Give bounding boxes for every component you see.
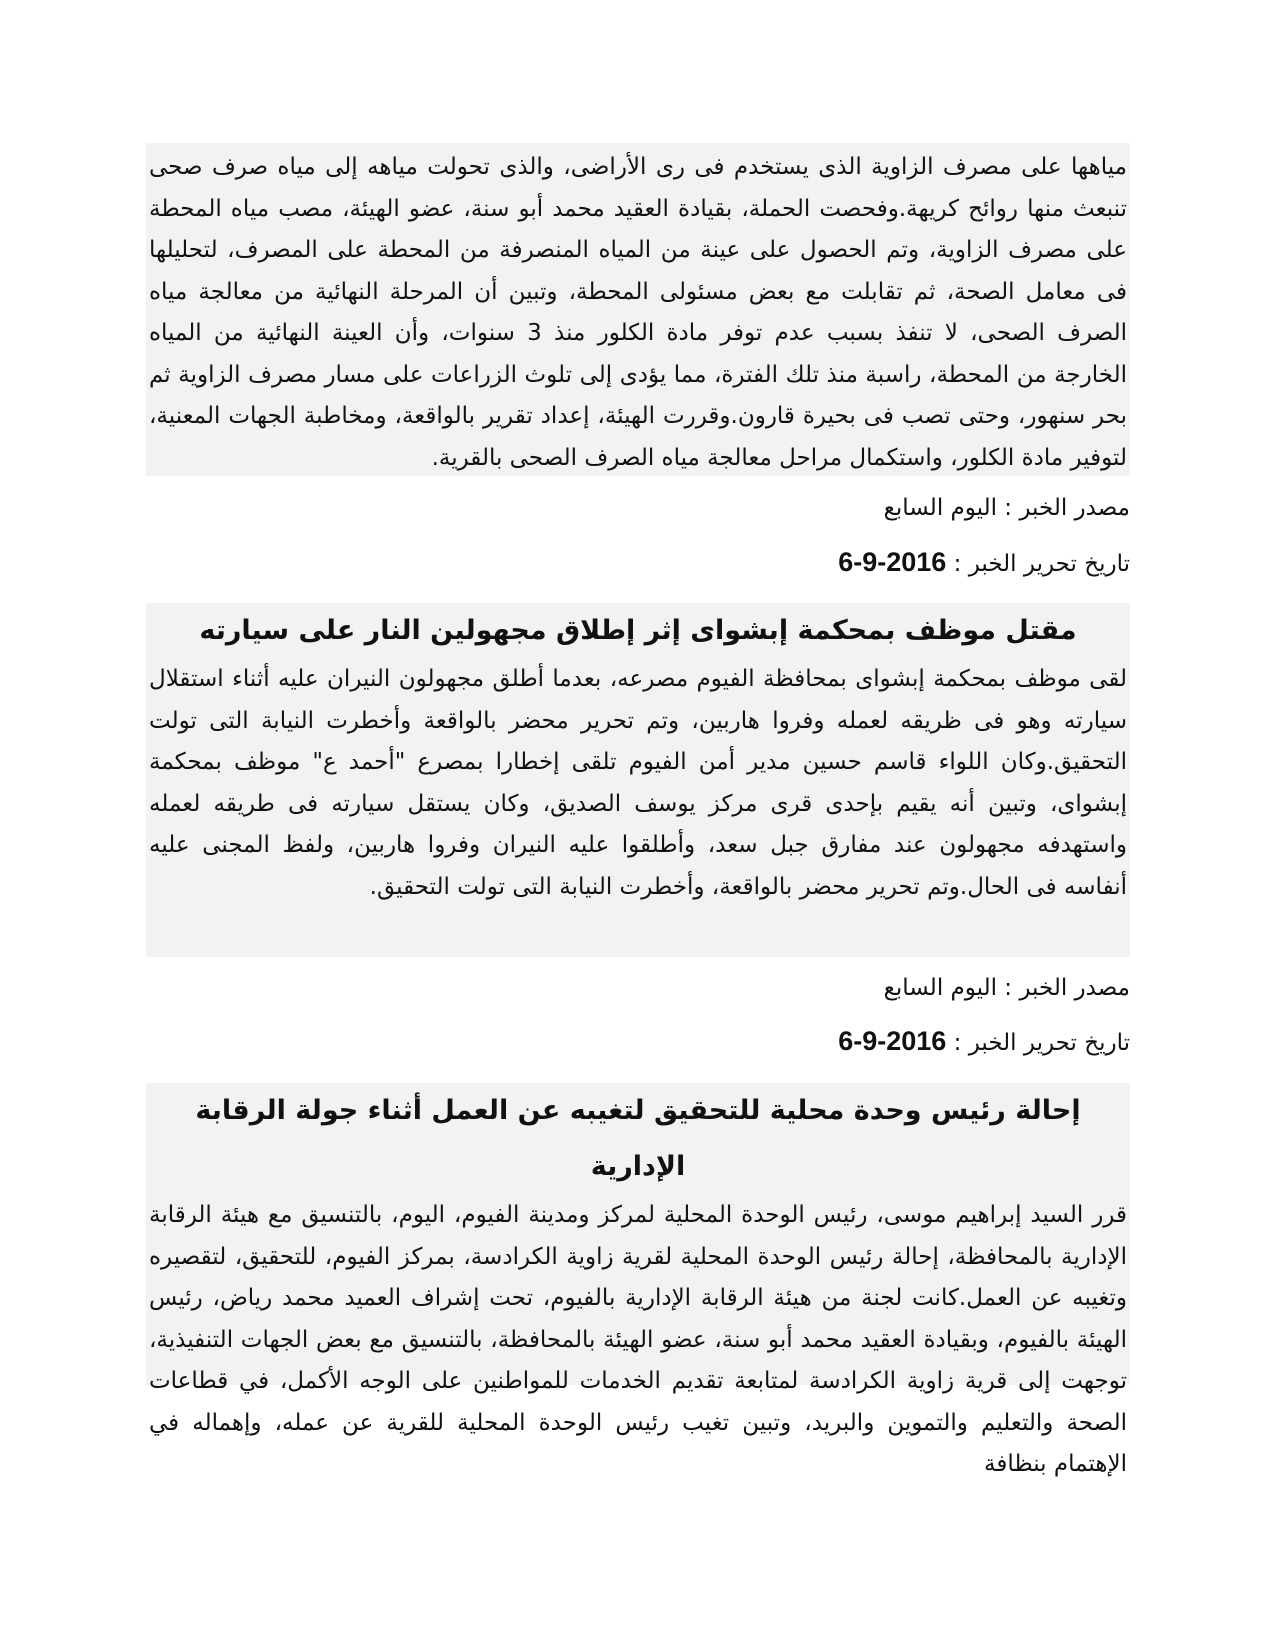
article-2-body: لقى موظف بمحكمة إبشواى بمحافظة الفيوم مصرعه، بعدما أطلق مجهولون النيران عليه أثناء استقلال سيارته وهو فى ظريقه لعمله وفروا هاربين، وتم تحرير محضر بالواقعة وأخطرت النيابة التى تولت التحقيق.وكان اللواء قاسم حسين مدير أمن الفيوم تلقى إخطارا بمصرع "أحمد ع" موظف بمحكمة إبشواى، وتبين أنه يقيم بإحدى قرى مركز يوسف الصديق، وكان يستقل سيارته فى طريقه لعمله واستهدفه مجهولون عند مفارق جبل سعد، وأطلقوا عليه النيران وفروا هاربين، ولفظ المجنى عليه أنفاسه فى الحال.وتم تحرير محضر بالواقعة، وأخطرت النيابة التى تولت التحقيق.	[149, 666, 1127, 900]
source-value: اليوم السابع	[883, 975, 997, 1001]
article-2-title: مقتل موظف بمحكمة إبشواى إثر إطلاق مجهولين النار على سيارته	[199, 615, 1077, 646]
article-2-block	[146, 603, 1130, 957]
article-2-source	[146, 972, 1130, 1004]
article-3-block	[146, 1083, 1130, 1477]
article-3-title: إحالة رئيس وحدة محلية للتحقيق لتغيبه عن العمل أثناء جولة الرقابة الإدارية	[195, 1095, 1081, 1182]
article-1-source	[146, 492, 1130, 524]
article-1-date	[146, 546, 1130, 580]
date-value: 6-9-2016	[838, 547, 947, 577]
date-value: 6-9-2016	[838, 1026, 947, 1056]
article-1-body: مياهها على مصرف الزاوية الذى يستخدم فى رى الأراضى، والذى تحولت مياهه إلى مياه صرف صحى تنبعث منها روائح كريهة.وفحصت الحملة، بقيادة العقيد محمد أبو سنة، عضو الهيئة، مصب مياه المحطة على مصرف الزاوية، وتم الحصول على عينة من المياه المنصرفة من المحطة على المصرف، لتحليلها فى معامل الصحة، ثم تقابلت مع بعض مسئولى المحطة، وتبين أن المرحلة النهائية من معالجة مياه الصرف الصحى، لا تنفذ بسبب عدم توفر مادة الكلور منذ 3 سنوات، وأن العينة النهائية من المياه الخارجة من المحطة، راسبة منذ تلك الفترة، مما يؤدى إلى تلوث الزراعات على مسار مصرف الزاوية ثم بحر سنهور، وحتى تصب فى بحيرة قارون.وقررت الهيئة، إعداد تقرير بالواقعة، ومخاطبة الجهات المعنية، لتوفير مادة الكلور، واستكمال مراحل معالجة مياه الصرف الصحى بالقرية.	[149, 154, 1127, 471]
article-3-body: قرر السيد إبراهيم موسى، رئيس الوحدة المحلية لمركز ومدينة الفيوم، اليوم، بالتنسيق مع هيئة الرقابة الإدارية بالمحافظة، إحالة رئيس الوحدة المحلية لقرية زاوية الكرادسة، بمركز الفيوم، للتحقيق، لتقصيره وتغيبه عن العمل.كانت لجنة من هيئة الرقابة الإدارية بالفيوم، تحت إشراف العميد محمد رياض، رئيس الهيئة بالفيوم، وبقيادة العقيد محمد أبو سنة، عضو الهيئة بالمحافظة، بالتنسيق مع بعض الجهات التنفيذية، توجهت إلى قرية زاوية الكرادسة لمتابعة تقديم الخدمات للمواطنين على الوجه الأكمل، في قطاعات الصحة والتعليم والتموين والبريد، وتبين تغيب رئيس الوحدة المحلية للقرية عن عمله، وإهماله في الإهتمام بنظافة	[149, 1202, 1127, 1477]
date-label: تاريخ تحرير الخبر :	[946, 551, 1130, 577]
article-2-date	[146, 1025, 1130, 1059]
article-1-body-block	[146, 143, 1130, 476]
source-value: اليوم السابع	[883, 495, 997, 521]
source-label: مصدر الخبر :	[996, 495, 1130, 521]
date-label: تاريخ تحرير الخبر :	[946, 1030, 1130, 1056]
source-label: مصدر الخبر :	[996, 975, 1130, 1001]
